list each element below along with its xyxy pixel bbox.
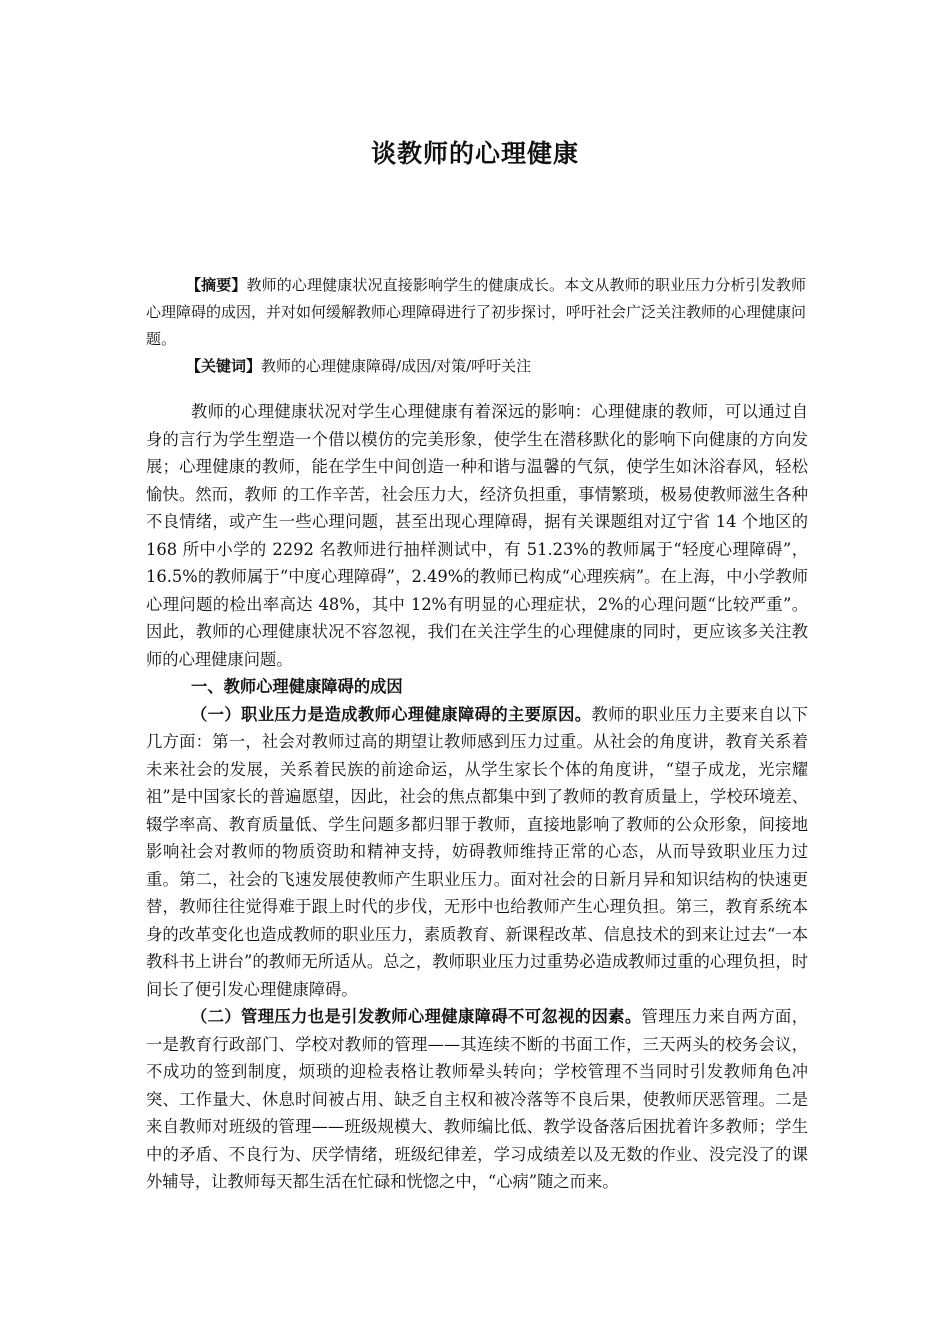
subsection-2-paragraph	[146, 1003, 808, 1196]
document-title: 谈教师的心理健康	[370, 139, 579, 168]
keywords-paragraph	[146, 353, 806, 380]
abstract-label: 【摘要】	[186, 276, 247, 294]
subsection-1-lead: （一）职业压力是造成教师心理健康障碍的主要原因。	[191, 704, 592, 724]
intro-paragraph: 教师的心理健康状况对学生心理健康有着深远的影响：心理健康的教师，可以通过自身的言行为学生塑造一个借以模仿的完美形象，使学生在潜移默化的影响下向健康的方向发展；心理健康的教师，能在学生中间创造一种和谐与温馨的气氛，使学生如沐浴春风，轻松愉快。然而，教师 的工作辛苦，社会压力大，经济负担重，事情繁琐，极易使教师滋生各种不良情绪，或产生一些心理问题，甚至出现心理障碍，据有关课题组对辽宁省 14 个地区的 168 所中小学的 2292 名教师进行抽样测试中，有 51.23%的教师属于“轻度心理障碍”，16.5%的教师属于“中度心理障碍”，2.49%的教师已构成“心理疾病”。在上海，中小学教师心理问题的检出率高达 48%，其中 12%有明显的心理症状，2%的心理问题“比较严重”。因此，教师的心理健康状况不容忽视，我们在关注学生的心理健康的同时，更应该多关注教师的心理健康问题。	[146, 402, 808, 669]
keywords-text: 教师的心理健康障碍/成因/对策/呼吁关注	[261, 357, 532, 375]
abstract-text: 教师的心理健康状况直接影响学生的健康成长。本文从教师的职业压力分析引发教师心理障碍的成因，并对如何缓解教师心理障碍进行了初步探讨，呼吁社会广泛关注教师的心理健康问题。	[146, 276, 807, 348]
abstract-paragraph	[146, 272, 806, 353]
keywords-label: 【关键词】	[186, 357, 262, 375]
subsection-1-paragraph	[146, 701, 808, 1004]
section-heading: 一、教师心理健康障碍的成因	[191, 677, 403, 696]
abstract-section	[146, 272, 806, 380]
subsection-2-lead: （二）管理压力也是引发教师心理健康障碍不可忽视的因素。	[191, 1007, 642, 1026]
subsection-1-text: 教师的职业压力主要来自以下几方面：第一，社会对教师过高的期望让教师感到压力过重。从社会的角度讲，教育关系着未来社会的发展，关系着民族的前途命运，从学生家长个体的角度讲，“望子成龙，光宗耀祖”是中国家长的普遍愿望，因此，社会的焦点都集中到了教师的教育质量上，学校环境差、辍学率高、教育质量低、学生问题多都归罪于教师，直接地影响了教师的公众形象，间接地影响社会对教师的物质资助和精神支持，妨碍教师维持正常的心态，从而导致职业压力过重。第二，社会的飞速发展使教师产生职业压力。面对社会的日新月异和知识结构的快速更替，教师往往觉得难于跟上时代的步伐，无形中也给教师产生心理负担。第三，教育系统本身的改革变化也造成教师的职业压力，素质教育、新课程改革、信息技术的到来让过去“一本教科书上讲台”的教师无所适从。总之，教师职业压力过重势必造成教师过重的心理负担，时间长了便引发心理健康障碍。	[146, 704, 808, 999]
body-section	[146, 398, 808, 1196]
subsection-2-text: 管理压力来自两方面，一是教育行政部门、学校对教师的管理——其连续不断的书面工作，三天两头的校务会议，不成功的签到制度，烦琐的迎检表格让教师晕头转向；学校管理不当同时引发教师角色冲突、工作量大、休息时间被占用、缺乏自主权和被冷落等不良后果，使教师厌恶管理。二是来自教师对班级的管理——班级规模大、教师编比低、教学设备落后困扰着许多教师；学生中的矛盾、不良行为、厌学情绪，班级纪律差，学习成绩差以及无数的作业、没完没了的课外辅导，让教师每天都生活在忙碌和恍惚之中，“心病”随之而来。	[146, 1007, 808, 1191]
